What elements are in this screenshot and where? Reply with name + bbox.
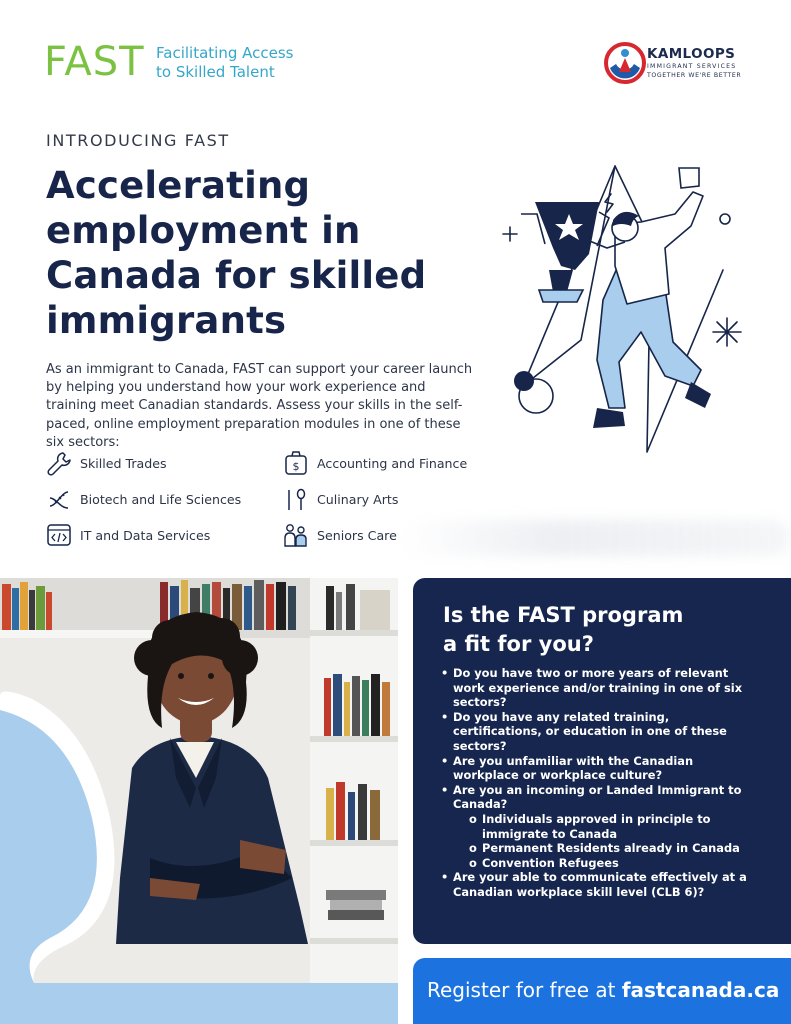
sector-label: Seniors Care xyxy=(317,527,397,543)
sector-label: Accounting and Finance xyxy=(317,455,468,471)
sector-seniors-care xyxy=(283,522,397,548)
money-bag-icon xyxy=(283,450,309,476)
register-prefix: Register for free at xyxy=(427,978,616,1002)
tagline-line-1: Facilitating Access xyxy=(156,44,294,62)
kamloops-logo-tagline: TOGETHER WE'RE BETTER xyxy=(647,72,742,79)
list-item: • Are you unfamiliar with the Canadian workplace or workplace culture? xyxy=(441,754,761,783)
sector-label: Biotech and Life Sciences xyxy=(80,491,242,507)
wrench-icon xyxy=(46,450,72,476)
code-icon xyxy=(46,522,72,548)
sector-biotech xyxy=(46,486,241,512)
fit-title-line-1: Is the FAST program xyxy=(443,603,684,627)
fit-panel-title xyxy=(443,601,763,659)
dna-icon xyxy=(46,486,72,512)
kamloops-logo-sub: IMMIGRANT SERVICES xyxy=(647,63,737,70)
celebrating-person-illustration xyxy=(495,162,745,462)
sector-label: Culinary Arts xyxy=(317,491,399,507)
sector-accounting-finance xyxy=(283,450,467,476)
eyebrow-label: INTRODUCING FAST xyxy=(46,131,230,150)
fast-logo-wordmark: FAST xyxy=(44,39,145,85)
svg-text:$: $ xyxy=(292,460,300,473)
sub-list xyxy=(469,812,761,870)
sub-list-item: o Convention Refugees xyxy=(469,856,761,871)
sector-it-data xyxy=(46,522,210,548)
intro-paragraph: As an immigrant to Canada, FAST can support your career launch by helping you understand how your work experience and training meet Canadian standards. Assess your skills in the self-paced, online employment preparation modules in one of these six sectors: xyxy=(46,362,473,450)
list-item: • Do you have two or more years of relevant work experience and/or training in one of six sectors? xyxy=(441,666,761,710)
list-item: • Do you have any related training, certifications, or education in one of these sectors? xyxy=(441,710,761,754)
decorative-shadow xyxy=(400,520,791,556)
register-link[interactable]: fastcanada.ca xyxy=(621,978,780,1002)
utensil-icon xyxy=(283,486,309,512)
sub-list-item: o Permanent Residents already in Canada xyxy=(469,841,761,856)
register-cta[interactable] xyxy=(427,978,779,1002)
photo-woman-smiling xyxy=(0,578,398,1024)
sector-label: Skilled Trades xyxy=(80,455,167,471)
fit-title-line-2: a fit for you? xyxy=(443,632,594,656)
kamloops-logo-name: KAMLOOPS xyxy=(647,46,736,62)
sector-label: IT and Data Services xyxy=(80,527,211,543)
sector-skilled-trades xyxy=(46,450,167,476)
list-item xyxy=(441,783,761,871)
caregiver-icon xyxy=(283,522,309,548)
fast-logo-tagline xyxy=(156,44,326,82)
list-item-text: Are you an incoming or Landed Immigrant to Canada? xyxy=(453,782,742,812)
tagline-line-2: to Skilled Talent xyxy=(156,63,275,81)
page-headline: Accelerating employment in Canada for skilled immigrants xyxy=(46,164,427,342)
fit-question-list xyxy=(441,666,761,900)
sub-list-item: o Individuals approved in principle to immigrate to Canada xyxy=(469,812,761,841)
list-item: • Are your able to communicate effectively at a Canadian workplace skill level (CLB 6)? xyxy=(441,870,761,899)
photo-illustration xyxy=(0,578,398,1024)
kamloops-logo-icon xyxy=(604,42,646,84)
sector-culinary-arts xyxy=(283,486,398,512)
